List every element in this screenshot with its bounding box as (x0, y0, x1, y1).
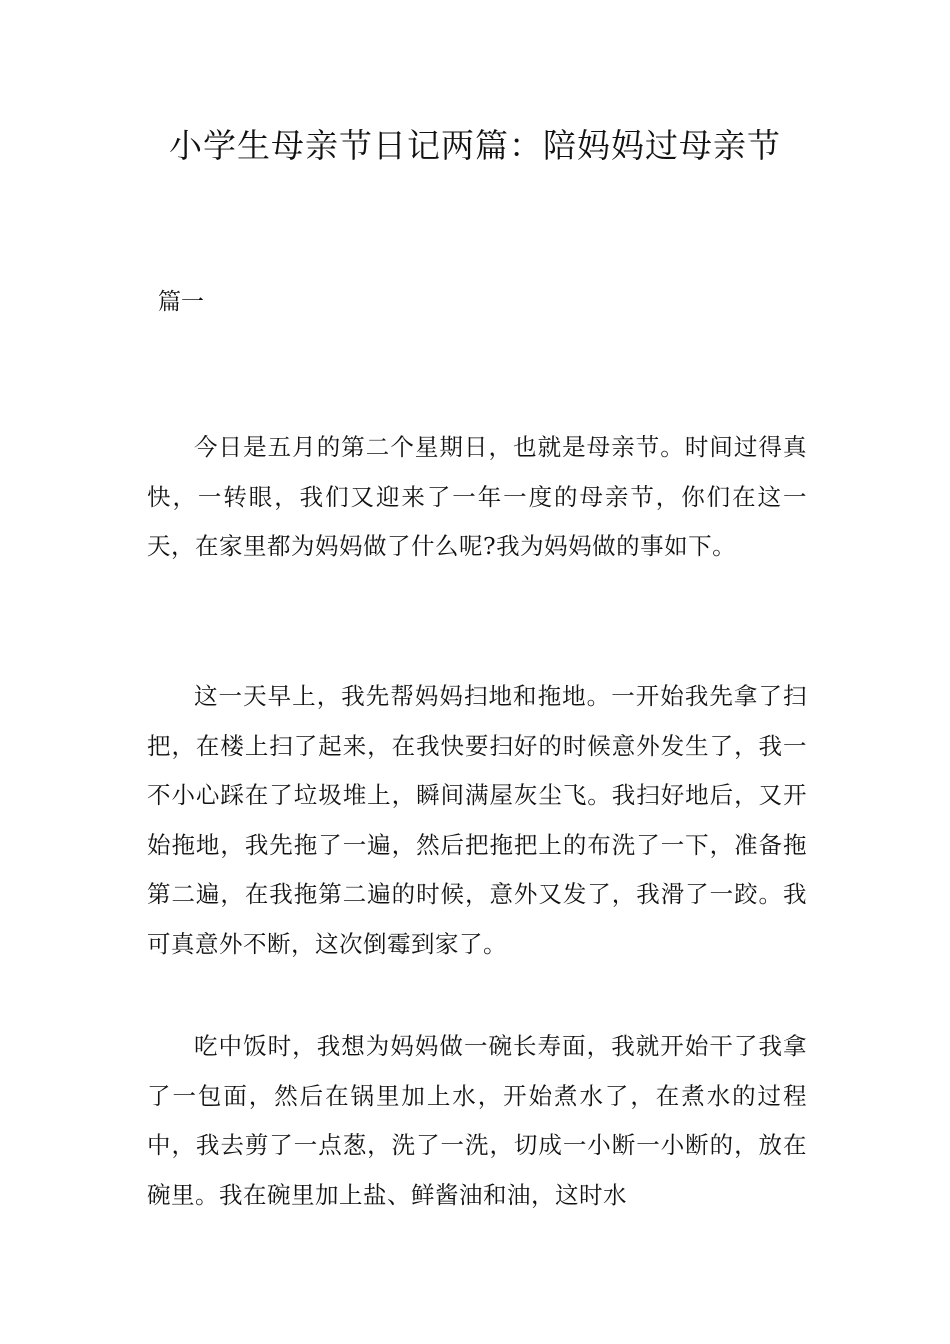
paragraph: 今日是五月的第二个星期日，也就是母亲节。时间过得真快，一转眼，我们又迎来了一年一度的母亲节，你们在这一天，在家里都为妈妈做了什么呢?我为妈妈做的事如下。 (147, 433, 807, 560)
paragraph: 吃中饭时，我想为妈妈做一碗长寿面，我就开始干了我拿了一包面，然后在锅里加上水，开始煮水了，在煮水的过程中，我去剪了一点葱，洗了一洗，切成一小断一小断的，放在碗里。我在碗里加上盐、鲜酱油和油，这时水 (147, 1032, 807, 1209)
paragraph: 这一天早上，我先帮妈妈扫地和拖地。一开始我先拿了扫把，在楼上扫了起来，在我快要扫好的时候意外发生了，我一不小心踩在了垃圾堆上，瞬间满屋灰尘飞。我扫好地后，又开始拖地，我先拖了一遍，然后把拖把上的布洗了一下，准备拖第二遍，在我拖第二遍的时候，意外又发了，我滑了一跤。我可真意外不断，这次倒霉到家了。 (147, 682, 807, 958)
document-title: 小学生母亲节日记两篇：陪妈妈过母亲节 (169, 126, 781, 165)
section-label: 篇一 (158, 289, 204, 315)
